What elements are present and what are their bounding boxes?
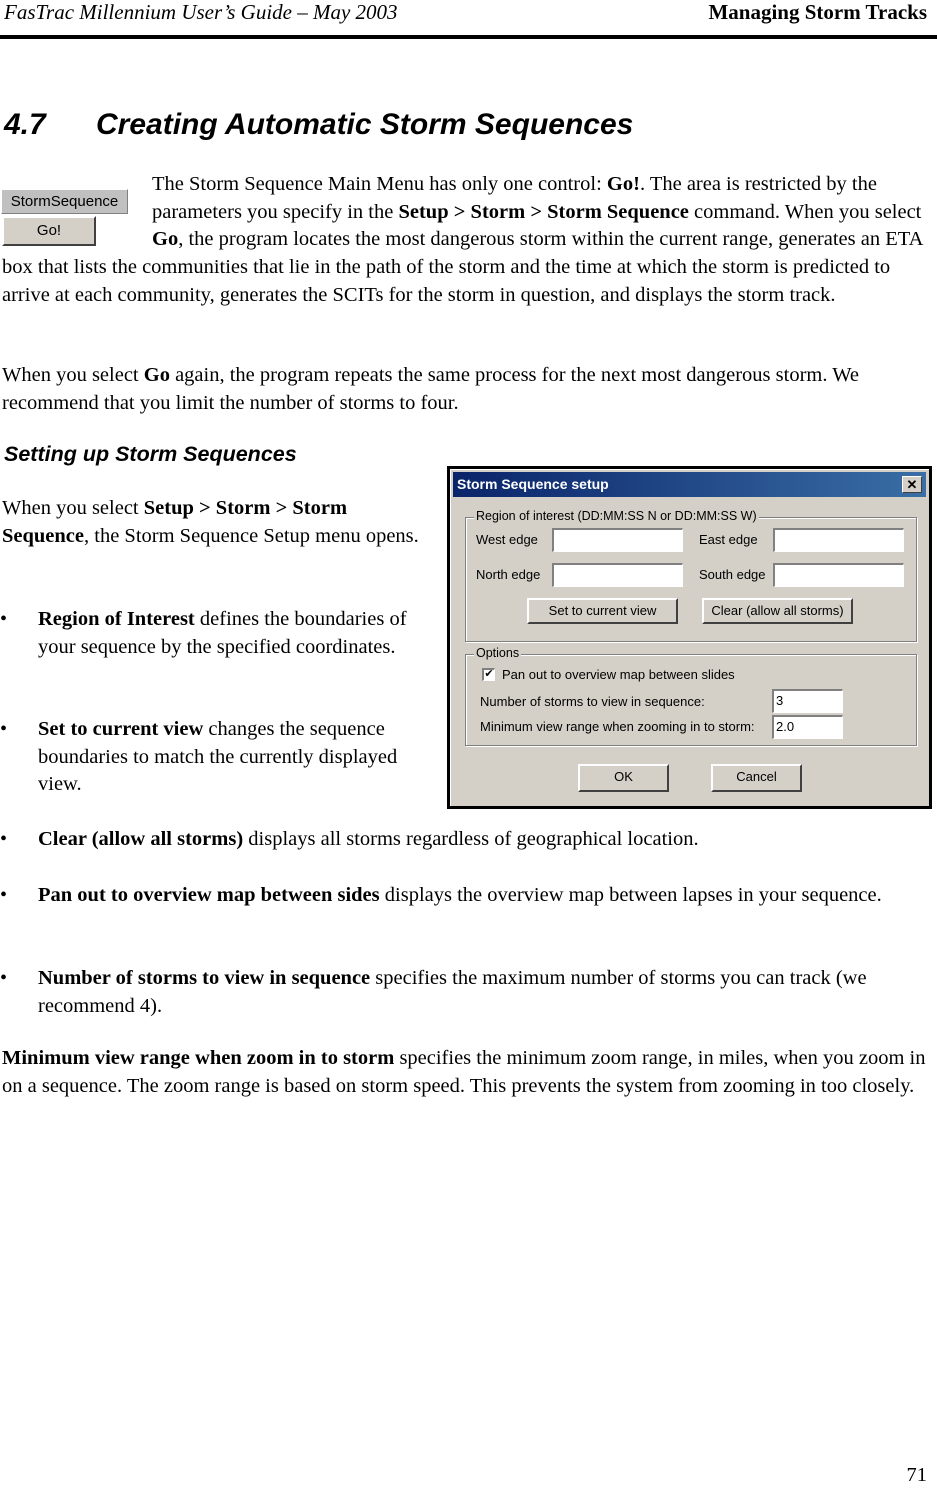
close-icon[interactable]: ✕ xyxy=(902,476,922,493)
region-of-interest-group xyxy=(465,509,917,642)
subsection-heading: Setting up Storm Sequences xyxy=(4,442,297,466)
south-edge-input[interactable] xyxy=(773,563,904,587)
intro-text-2: . The area is restricted by the parameters you specify in the xyxy=(152,173,877,223)
bullet-icon: • xyxy=(0,608,8,630)
intro-text-4: , the program locates the most dangerous storm within the current range, generates an ETA box that lists the communities that lie in the path of the storm and the time at which the storm is predicted to arrive at each community, generates the SCITs for the storm in question, and displays the storm track. xyxy=(2,228,923,306)
setup-path-bold: Setup > Storm > Storm Sequence xyxy=(2,497,348,547)
bullet-term: Region of Interest xyxy=(38,608,195,630)
section-heading xyxy=(4,108,633,142)
bullet-region-of-interest xyxy=(0,606,418,661)
second-paragraph xyxy=(2,362,927,417)
running-header-left: FasTrac Millennium User’s Guide – May 2003 xyxy=(4,0,398,24)
setup-text-1: When you select xyxy=(2,497,144,519)
intro-setup-path: Setup > Storm > Storm Sequence xyxy=(398,200,689,223)
minimum-view-paragraph xyxy=(2,1045,927,1100)
options-group-label: Options xyxy=(476,646,520,660)
intro-go-bold-2: Go xyxy=(152,228,179,251)
p2-text-2: again, the program repeats the same process for the next most dangerous storm. We recommend that you limit the number of storms to four. xyxy=(2,364,860,414)
running-header-right: Managing Storm Tracks xyxy=(708,0,927,24)
bullet-text: defines the boundaries of your sequence by the specified coordinates. xyxy=(38,608,407,658)
bullet-clear xyxy=(0,826,928,854)
cancel-button[interactable]: Cancel xyxy=(711,764,802,792)
page-number: 71 xyxy=(906,1464,927,1486)
bullet-term: Clear (allow all storms) xyxy=(38,828,244,850)
toolbar-title: StormSequence xyxy=(1,189,128,214)
num-storms-label: Number of storms to view in sequence: xyxy=(480,694,705,709)
pan-out-label: Pan out to overview map between slides xyxy=(502,667,735,682)
header-rule xyxy=(0,35,937,39)
final-term: Minimum view range when zoom in to storm xyxy=(2,1047,395,1069)
final-text: specifies the minimum zoom range, in miles, when you zoom in on a sequence. The zoom range is based on storm speed. This prevents the system from zooming in too closely. xyxy=(2,1047,926,1097)
south-edge-label: South edge xyxy=(699,567,766,582)
min-view-range-input[interactable]: 2.0 xyxy=(772,715,843,739)
north-edge-input[interactable] xyxy=(552,563,683,587)
bullet-icon: • xyxy=(0,967,8,989)
dialog-title: Storm Sequence setup xyxy=(457,476,609,492)
intro-text-3: command. When you select xyxy=(688,200,922,223)
min-view-range-label: Minimum view range when zooming in to storm: xyxy=(480,719,755,734)
bullet-set-current-view xyxy=(0,716,408,799)
bullet-pan-out xyxy=(0,882,930,910)
clear-allow-all-storms-button[interactable]: Clear (allow all storms) xyxy=(702,598,853,624)
bullet-icon: • xyxy=(0,884,8,906)
p2-text-1: When you select xyxy=(2,364,144,386)
west-edge-input[interactable] xyxy=(552,528,683,552)
intro-go-bold: Go! xyxy=(606,173,640,195)
p2-go-bold: Go xyxy=(143,364,170,386)
pan-out-checkbox[interactable]: ✔ xyxy=(482,668,495,681)
bullet-text: changes the sequence boundaries to match the currently displayed view. xyxy=(38,718,398,796)
section-number: 4.7 xyxy=(4,108,46,141)
intro-paragraph xyxy=(2,171,934,310)
storm-sequence-setup-dialog xyxy=(447,466,932,809)
ok-button[interactable]: OK xyxy=(578,764,669,792)
region-group-label: Region of interest (DD:MM:SS N or DD:MM:SS W) xyxy=(476,509,757,523)
set-current-view-button[interactable]: Set to current view xyxy=(527,598,678,624)
section-title: Creating Automatic Storm Sequences xyxy=(96,108,634,141)
go-button[interactable]: Go! xyxy=(2,216,96,246)
bullet-icon: • xyxy=(0,718,8,740)
num-storms-input[interactable]: 3 xyxy=(772,689,843,713)
intro-text-1: The Storm Sequence Main Menu has only one control: xyxy=(152,173,607,195)
bullet-term: Pan out to overview map between sides xyxy=(38,884,380,906)
setup-paragraph xyxy=(2,495,427,550)
bullet-term: Number of storms to view in sequence xyxy=(38,967,371,989)
bullet-text: displays the overview map between lapses in your sequence. xyxy=(379,884,882,906)
west-edge-label: West edge xyxy=(476,532,538,547)
east-edge-label: East edge xyxy=(699,532,758,547)
east-edge-input[interactable] xyxy=(773,528,904,552)
bullet-term: Set to current view xyxy=(38,718,204,740)
bullet-text: specifies the maximum number of storms you can track (we recommend 4). xyxy=(38,967,867,1017)
bullet-icon: • xyxy=(0,828,8,850)
options-group xyxy=(465,646,917,746)
bullet-number-of-storms xyxy=(0,965,930,1020)
dialog-title-bar xyxy=(453,472,926,497)
setup-text-2: , the Storm Sequence Setup menu opens. xyxy=(84,524,419,547)
bullet-text: displays all storms regardless of geographical location. xyxy=(243,828,699,850)
north-edge-label: North edge xyxy=(476,567,541,582)
